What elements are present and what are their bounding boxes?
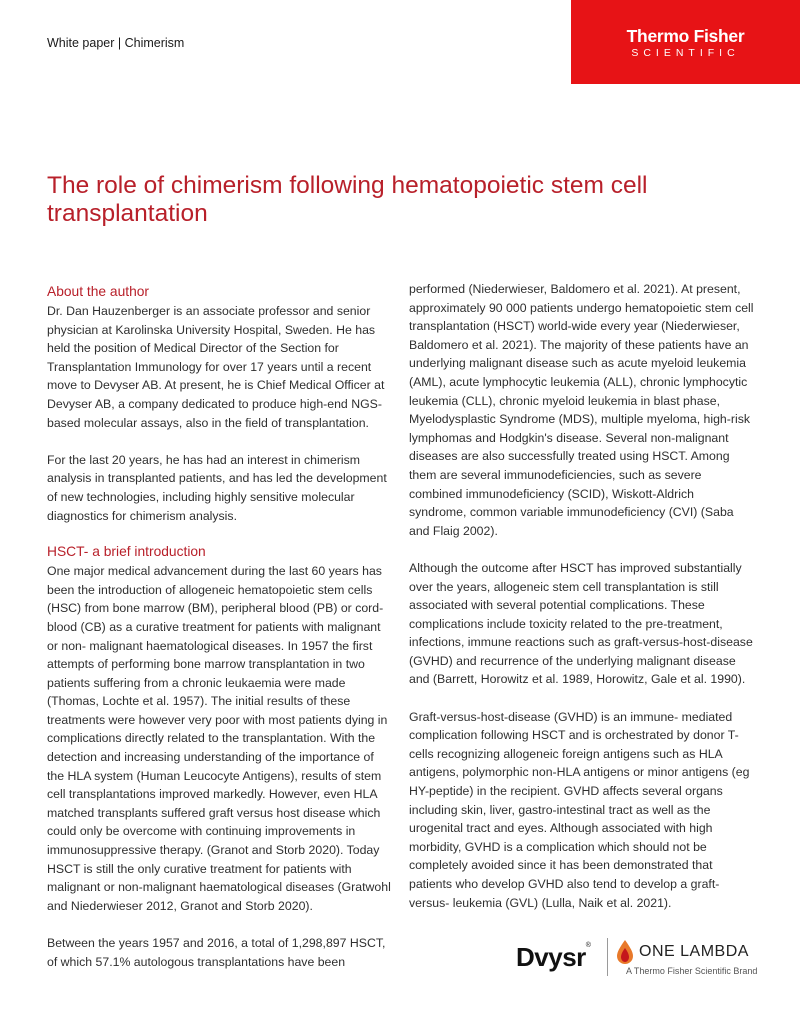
one-lambda-tagline: A Thermo Fisher Scientific Brand bbox=[626, 966, 758, 976]
brand-name: Thermo Fisher bbox=[626, 26, 745, 46]
page-title: The role of chimerism following hematopoietic stem cell transplantation bbox=[47, 172, 648, 227]
one-lambda-icon bbox=[614, 939, 636, 965]
dvysr-logo bbox=[516, 942, 590, 973]
hsct-intro-heading: HSCT- a brief introduction bbox=[47, 544, 206, 560]
intro-paragraph-2: Between the years 1957 and 2016, a total of 1,298,897 HSCT, of which 57.1% autologous transplantations have been bbox=[47, 936, 386, 969]
right-paragraph-1: performed (Niederwieser, Baldomero et al. 2021). At present, approximately 90 000 patients undergo hematopoietic stem cell transplantation (HSCT) world-wide every year (Niederwieser, Baldomero et al. 2021). The majority of these patients have an underlying malignant disease such as acute myeloid leukemia (AML), acute lymphocytic leukemia (ALL), chronic lymphocytic leukemia (CLL), chronic myeloid leukemia in blast phase, Myelodysplastic Syndrome (MDS), multiple myeloma, high-risk lymphomas and Hodgkin's disease. Several non-malignant diseases are also successfully treated using HSCT. Among them are several immunodeficiencies, such as severe combined immunodeficiency (SCID), Wiskott-Aldrich syndrome, common variable immunodeficiency (CVI) (Saba and Flaig 2002). bbox=[409, 282, 754, 538]
about-paragraph-2: For the last 20 years, he has had an interest in chimerism analysis in transplanted patients, and has led the development of new technologies, including highly sensitive molecular diagnostics for chimerism analysis. bbox=[47, 452, 387, 523]
right-paragraph-3: Graft-versus-host-disease (GVHD) is an immune- mediated complication following HSCT and is orchestrated by donor T-cells recognizing allogeneic foreign antigens such as HLA antigens, polymorphic non-HLA antigens or minor antigens (eg HY-peptide) in the recipient. GVHD affects several organs including skin, liver, gastro-intestinal tract as well as the urogenital tract and eyes. Although associated with high morbidity, GVHD is a complication which should not be completely avoided since it has been demonstrated that patients who develop GVHD also tend to develop a graft-versus- leukemia (GVL) (Lulla, Naik et al. 2021). bbox=[409, 709, 750, 910]
about-author-heading: About the author bbox=[47, 284, 150, 299]
header-label: White paper | Chimerism bbox=[47, 36, 185, 50]
about-paragraph-1: Dr. Dan Hauzenberger is an associate professor and senior physician at Karolinska University Hospital, Sweden. He has held the position of Medical Director of the Section for Transplantation Immunology for over 17 years until a recent move to Devyser AB. At present, he is Chief Medical Officer at Devyser AB, a company dedicated to produce high-end NGS-based molecular assays, also in the field of transplantation. bbox=[47, 304, 385, 430]
brand-subtitle: SCIENTIFIC bbox=[631, 47, 740, 59]
registered-mark: ® bbox=[585, 942, 591, 949]
left-column bbox=[47, 282, 392, 971]
logo-divider bbox=[607, 938, 608, 976]
dvysr-logo-text: Dvysr bbox=[516, 942, 586, 972]
thermo-fisher-logo bbox=[571, 0, 800, 84]
right-column bbox=[409, 280, 754, 912]
one-lambda-logo-text: ONE LAMBDA bbox=[639, 943, 749, 960]
right-paragraph-2: Although the outcome after HSCT has improved substantially over the years, allogeneic stem cell transplantation is still associated with several potential complications. These complications include toxicity related to the pre-treatment, infections, immune reactions such as graft-versus-host-disease (GVHD) and recurrence of the underlying malignant disease and (Barrett, Horowitz et al. 1989, Horowitz, Gale et al. 1990). bbox=[409, 560, 753, 687]
footer-logos bbox=[516, 936, 766, 986]
intro-paragraph-1: One major medical advancement during the last 60 years has been the introduction of allogeneic hematopoietic stem cells (HSC) from bone marrow (BM), peripheral blood (PB) or cord-blood (CB) as a curative treatment for patients with malignant or non- malignant haematological diseases. In 1957 the first attempts of performing bone marrow transplantation in two patients suffering from a chronic leukaemia were made (Thomas, Lochte et al. 1957). The initial results of these treatments were however very poor with most patients dying in complications directly related to the transplantation. With the detection and increasing understanding of the importance of the HLA system (Human Leucocyte Antigens), results of stem cell transplantations improved markedly. However, even HLA matched transplants suffered graft versus host disease which could only be overcome with continuing improvements in immunosuppressive therapy. (Granot and Storb 2020). Today HSCT is still the only curative treatment for patients with malignant or non-malignant haematological diseases (Gratwohl and Niederwieser 2012, Granot and Storb 2020). bbox=[47, 564, 391, 913]
